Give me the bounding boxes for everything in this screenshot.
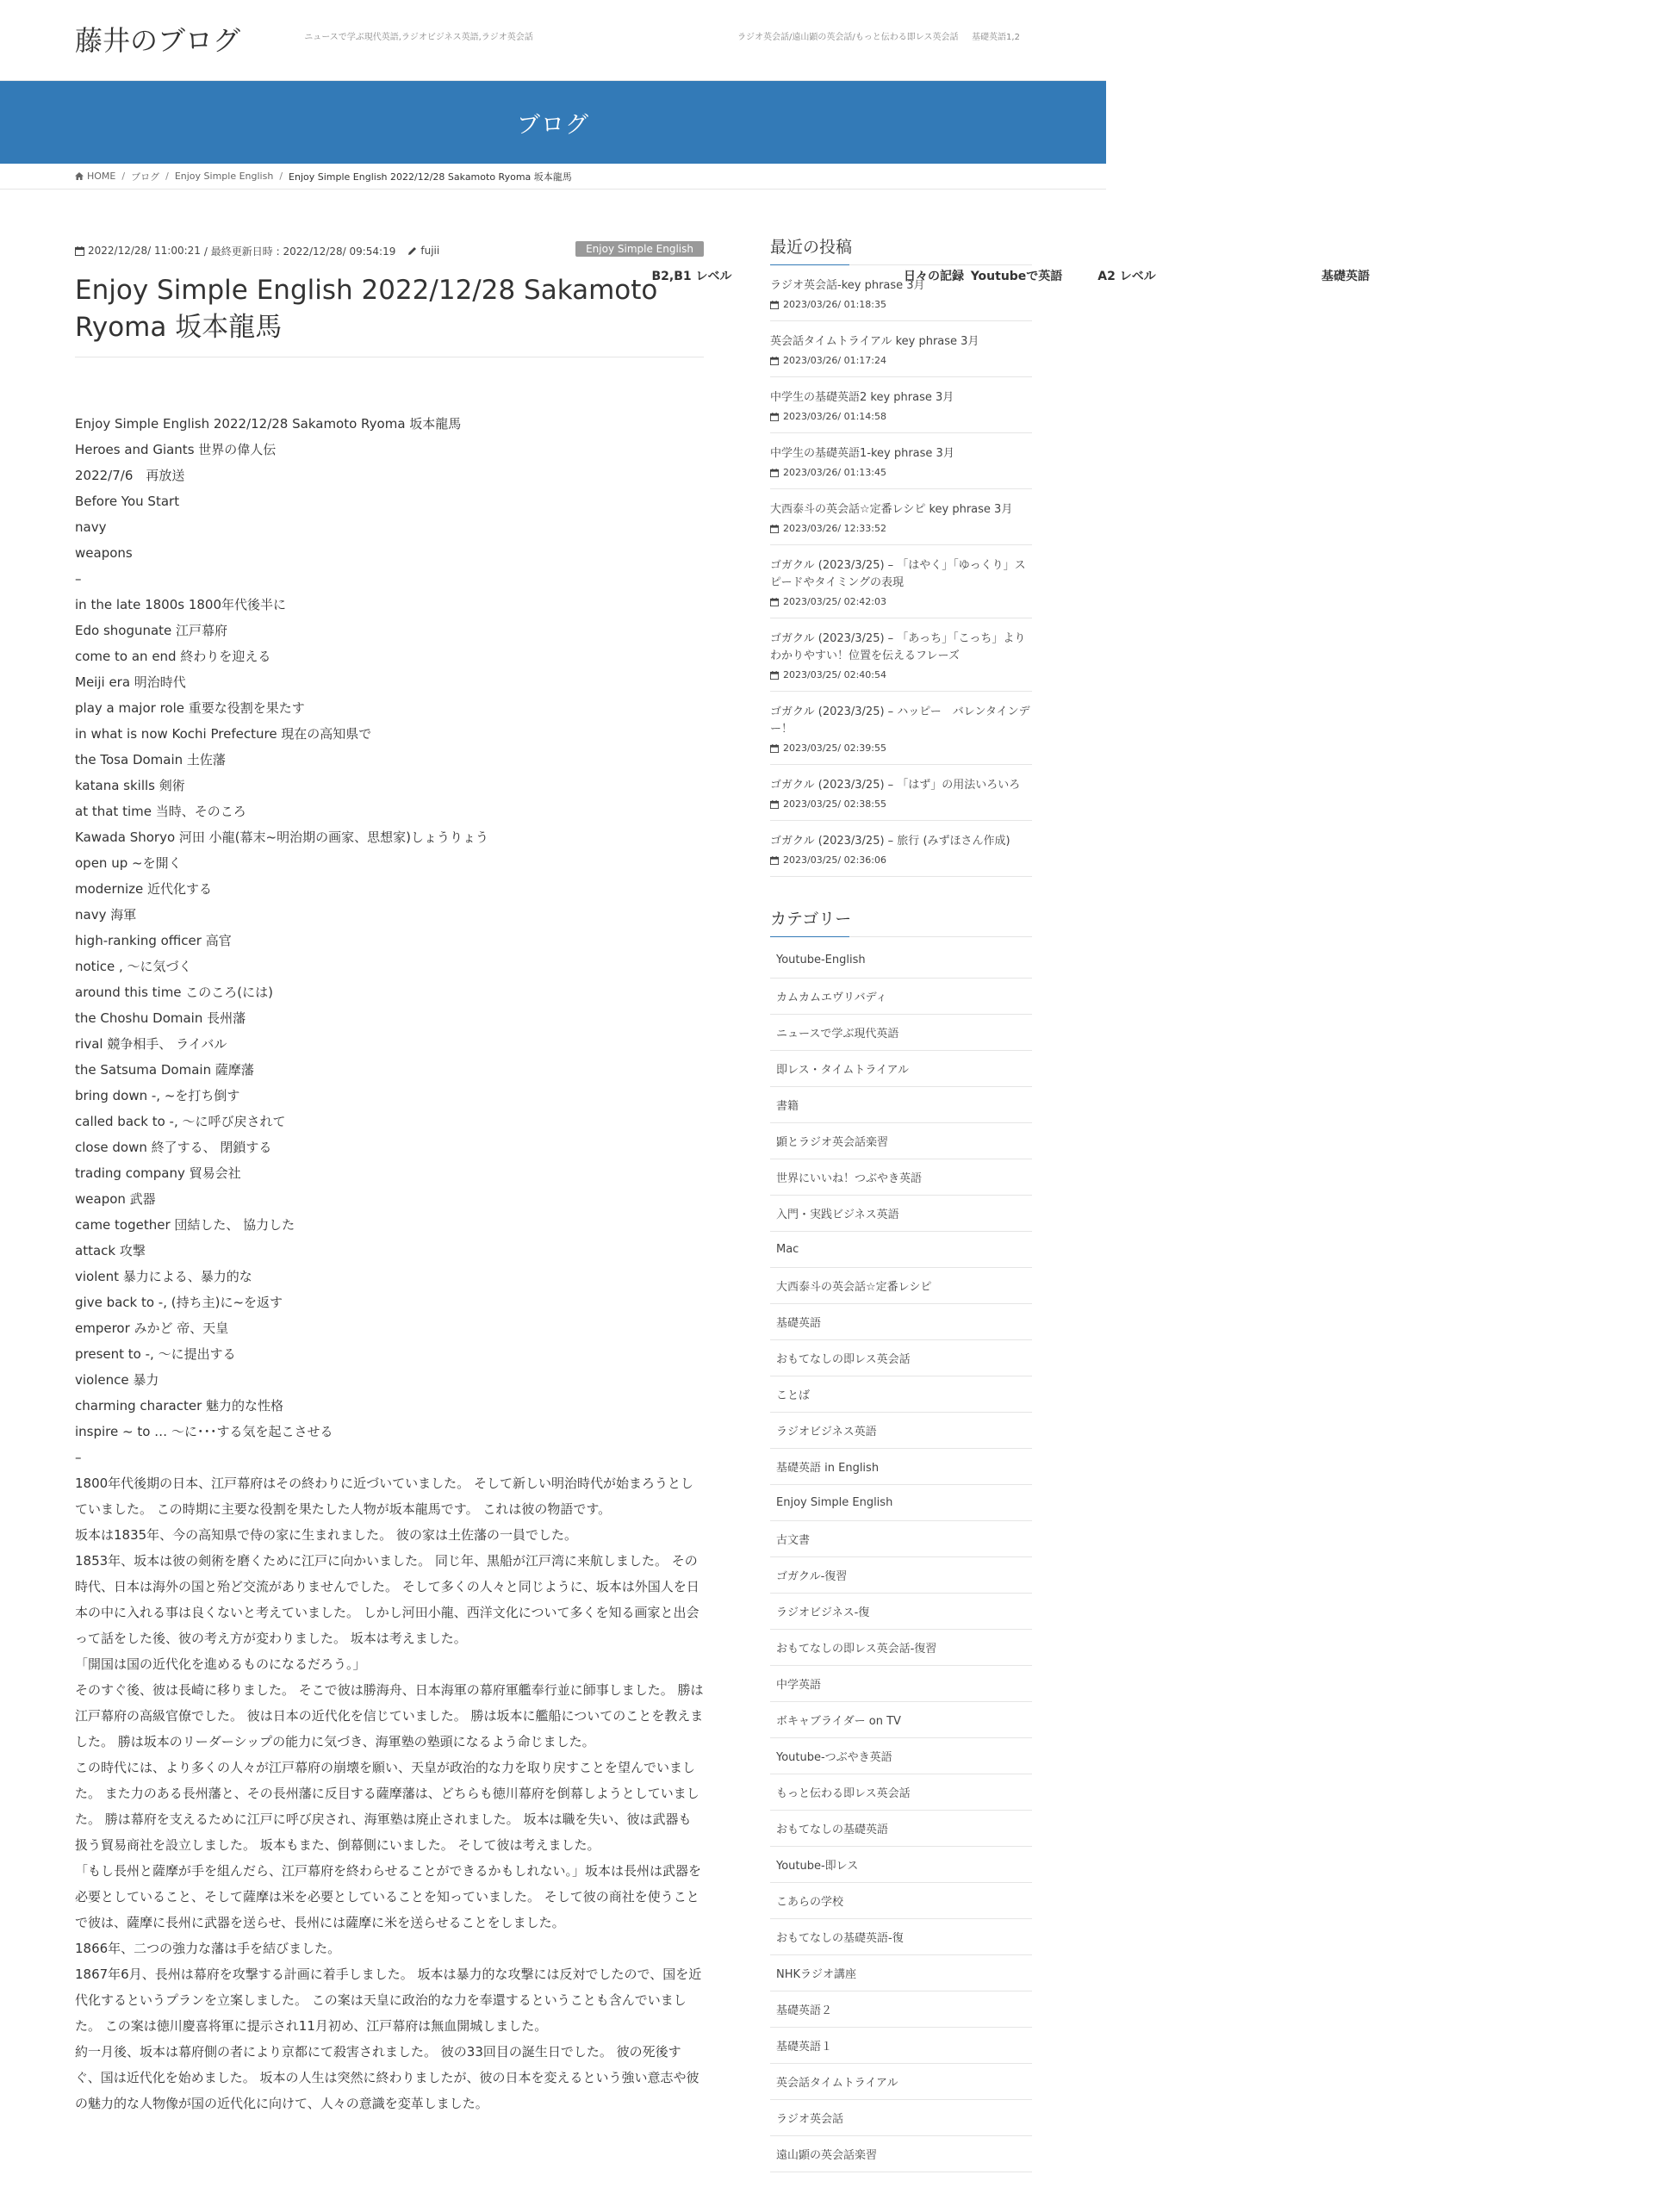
recent-post-title[interactable]: ゴガクル (2023/3/25) – 旅行 (みずほさん作成) (770, 835, 1010, 848)
post-paragraph: 1866年、二つの強力な藩は手を結びました。 (75, 1941, 341, 1956)
post-body-paragraphs (75, 1470, 704, 2116)
category-item[interactable]: 中学英語 (770, 1666, 1032, 1702)
calendar-icon (770, 800, 779, 809)
category-item[interactable]: 大西泰斗の英会話☆定番レシピ (770, 1268, 1032, 1304)
category-item[interactable]: 基礎英語２ (770, 1991, 1032, 2028)
recent-post-item[interactable] (770, 321, 1032, 377)
category-item[interactable]: 基礎英語 in English (770, 1449, 1032, 1485)
post-body-lines (75, 411, 704, 1470)
nav-label: 日々の記録 (904, 270, 964, 283)
category-item[interactable]: Youtube-即レス (770, 1847, 1032, 1883)
calendar-icon (770, 671, 779, 680)
recent-post-item[interactable] (770, 545, 1032, 618)
post-body-line: weapon 武器 (75, 1191, 156, 1207)
nav-sublabel: ニュースで学ぶ現代英語,ラジオビジネス英語,ラジオ英会話 (304, 33, 533, 42)
sidebar (770, 234, 1032, 2172)
nav-label: 基礎英語 (1321, 270, 1370, 283)
recent-posts-list (770, 265, 1032, 877)
post-body-line: come to an end 終わりを迎える (75, 649, 271, 664)
post-body-line: give back to -, (持ち主)に~を返す (75, 1295, 283, 1310)
recent-post-title[interactable]: ゴガクル (2023/3/25) – 「あっち」「こっち」よりわかりやすい！位置を伝えるフレーズ (770, 632, 1026, 662)
recent-post-date: 2023/03/25/ 02:36:06 (783, 854, 887, 866)
post-body-line: navy 海軍 (75, 907, 137, 923)
category-item[interactable]: NHKラジオ講座 (770, 1955, 1032, 1991)
post-body-line: charming character 魅力的な性格 (75, 1398, 284, 1414)
post-body-line: trading company 貿易会社 (75, 1165, 241, 1181)
post-body-line: Heroes and Giants 世界の偉人伝 (75, 442, 277, 457)
post-updated-date: / 最終更新日時 : 2022/12/28/ 09:54:19 (203, 245, 396, 258)
post-body-line: notice , ～に気づく (75, 959, 192, 974)
breadcrumb-current: Enjoy Simple English 2022/12/28 Sakamoto Ryoma 坂本龍馬 (289, 171, 572, 183)
nav-sublabel: 基礎英語1,2 (972, 33, 1020, 42)
category-item[interactable]: ラジオビジネス-復 (770, 1594, 1032, 1630)
category-badge[interactable]: Enjoy Simple English (575, 241, 704, 257)
category-item[interactable]: 英会話タイムトライアル (770, 2064, 1032, 2100)
category-item[interactable]: おもてなしの基礎英語 (770, 1811, 1032, 1847)
recent-post-meta (770, 854, 1032, 866)
calendar-icon (770, 469, 779, 477)
post-body-line: violent 暴力による、暴力的な (75, 1269, 252, 1284)
recent-post-item[interactable] (770, 489, 1032, 545)
recent-post-meta (770, 596, 1032, 607)
post-body-line: came together 団結した、 協力した (75, 1217, 295, 1233)
recent-posts-heading: 最近の投稿 (770, 234, 1032, 265)
post-body-line: present to -, ～に提出する (75, 1346, 236, 1362)
recent-post-title[interactable]: ゴガクル (2023/3/25) – 「はず」の用法いろいろ (770, 779, 1021, 792)
recent-post-date: 2023/03/25/ 02:40:54 (783, 669, 887, 680)
recent-post-title[interactable]: 中学生の基礎英語1-key phrase 3月 (770, 447, 954, 460)
recent-post-item[interactable] (770, 377, 1032, 433)
recent-post-meta (770, 523, 1032, 534)
post-body-line: Before You Start (75, 494, 180, 509)
nav-label: B2,B1 レベル (651, 270, 732, 283)
post-body-line: play a major role 重要な役割を果たす (75, 700, 305, 716)
post-body-line: Edo shogunate 江戸幕府 (75, 623, 228, 638)
breadcrumb-home[interactable]: HOME (87, 171, 116, 182)
post-author[interactable]: fujii (420, 245, 440, 257)
recent-post-date: 2023/03/26/ 01:17:24 (783, 355, 887, 366)
category-item[interactable]: Mac (770, 1232, 1032, 1268)
recent-post-item[interactable] (770, 821, 1032, 877)
breadcrumb-separator: / (165, 171, 169, 182)
calendar-icon (770, 357, 779, 365)
post-body-line: violence 暴力 (75, 1372, 159, 1388)
post-body-line: rival 競争相手、 ライバル (75, 1036, 227, 1052)
category-item[interactable]: おもてなしの即レス英会話-復習 (770, 1630, 1032, 1666)
recent-post-meta (770, 299, 1032, 310)
recent-post-title[interactable]: 中学生の基礎英語2 key phrase 3月 (770, 391, 954, 404)
recent-post-item[interactable] (770, 765, 1032, 821)
category-item[interactable]: カムカムエヴリバディ (770, 979, 1032, 1015)
recent-post-title[interactable]: 大西泰斗の英会話☆定番レシピ key phrase 3月 (770, 503, 1013, 516)
post-meta (75, 241, 704, 260)
post-body-line: Meiji era 明治時代 (75, 674, 186, 690)
recent-post-date: 2023/03/25/ 02:42:03 (783, 596, 887, 607)
category-item[interactable]: もっと伝わる即レス英会話 (770, 1774, 1032, 1811)
recent-post-item[interactable] (770, 692, 1032, 765)
post-body-line: in what is now Kochi Prefecture 現在の高知県で (75, 726, 372, 742)
recent-post-date: 2023/03/25/ 02:39:55 (783, 743, 887, 754)
recent-post-meta (770, 669, 1032, 680)
recent-post-date: 2023/03/26/ 12:33:52 (783, 523, 887, 534)
breadcrumb (0, 164, 1106, 190)
post-paragraph: 1867年6月、長州は幕府を攻撃する計画に着手しました。 坂本は暴力的な攻撃には反対でしたので、国を近代化するというプランを立案しました。 この案は天皇に政治的な力を奉還するということも含んでいました。 この案は徳川慶喜将軍に提示され11月初め、江戸幕府は無血開城しました。 (75, 1967, 702, 2034)
calendar-icon (770, 413, 779, 421)
post-body-line: attack 攻撃 (75, 1243, 146, 1258)
category-item[interactable]: ラジオビジネス英語 (770, 1413, 1032, 1449)
category-item[interactable]: 世界にいいね！つぶやき英語 (770, 1159, 1032, 1196)
post-body-line: close down 終了する、 閉鎖する (75, 1140, 272, 1155)
calendar-icon (75, 246, 84, 256)
post-paragraph: 「開国は国の近代化を進めるものになるだろう。」 (75, 1656, 366, 1672)
category-item[interactable]: 入門・実践ビジネス英語 (770, 1196, 1032, 1232)
recent-post-meta (770, 743, 1032, 754)
category-item[interactable]: ニュースで学ぶ現代英語 (770, 1015, 1032, 1051)
category-item[interactable]: ことば (770, 1376, 1032, 1413)
post-body-line: – (75, 571, 82, 587)
nav-label: Youtubeで英語 (970, 270, 1063, 283)
category-item[interactable]: Youtube-English (770, 942, 1032, 979)
recent-post-item[interactable] (770, 265, 1032, 321)
category-item[interactable]: おもてなしの基礎英語-復 (770, 1919, 1032, 1955)
nav-label: A2 レベル (1097, 270, 1156, 283)
post-body-line: 2022/7/6 再放送 (75, 468, 185, 483)
post-body-line: the Satsuma Domain 薩摩藩 (75, 1062, 254, 1078)
category-item[interactable]: 基礎英語１ (770, 2028, 1032, 2064)
breadcrumb-blog[interactable]: ブログ (131, 171, 160, 183)
calendar-icon (770, 525, 779, 533)
calendar-icon (770, 856, 779, 865)
calendar-icon (770, 744, 779, 753)
post-body-line: called back to -, ～に呼び戻されて (75, 1114, 286, 1129)
category-item[interactable]: 書籍 (770, 1087, 1032, 1123)
post-body-line: inspire ~ to … ～に･･･する気を起こさせる (75, 1424, 333, 1439)
category-item[interactable]: 顕とラジオ英会話楽習 (770, 1123, 1032, 1159)
post-paragraph: この時代には、より多くの人々が江戸幕府の崩壊を願い、天皇が政治的な力を取り戻すことを望んでいました。 また力のある長州藩と、その長州藩に反目する薩摩藩は、どちらも徳川幕府を倒幕しようとしていました。 勝は幕府を支えるために江戸に呼び戻され、海軍塾は廃止されました。 坂本は職を失い、彼は武器も扱う貿易商社を設立しました。 坂本もまた、倒幕側にいました。 そして彼は考えました。 (75, 1760, 699, 1853)
site-title[interactable]: 藤井のブログ (75, 24, 241, 57)
calendar-icon (770, 301, 779, 309)
post-body-line: katana skills 剣術 (75, 778, 185, 793)
pencil-icon (407, 246, 417, 256)
page-header-title: ブログ (517, 111, 589, 139)
home-icon (75, 172, 84, 180)
post-paragraph: そのすぐ後、彼は長崎に移りました。 そこで彼は勝海舟、日本海軍の幕府軍艦奉行並に師事しました。 勝は江戸幕府の高級官僚でした。 彼は日本の近代化を信じていました。 勝は坂本に艦船についてのことを教えました。 勝は坂本のリーダーシップの能力に気づき、海軍塾の塾頭になるよう命じました。 (75, 1682, 704, 1749)
main-content (75, 241, 704, 2116)
post-paragraph: 1853年、坂本は彼の剣術を磨くために江戸に向かいました。 同じ年、黒船が江戸湾に来航しました。 その時代、日本は海外の国と殆ど交流がありませんでした。 そして多くの人々と同じように、坂本は外国人を日本の中に入れる事は良くないと考えていました。 しかし河田小龍、西洋文化について多くを知る画家と出会って話をした後、彼の考え方が変わりました。 坂本は考えました。 (75, 1553, 699, 1646)
category-item[interactable]: ゴガクル-復習 (770, 1557, 1032, 1594)
recent-post-meta (770, 355, 1032, 366)
recent-post-meta (770, 798, 1032, 810)
recent-post-date: 2023/03/26/ 01:14:58 (783, 411, 887, 422)
post-body-line: the Tosa Domain 土佐藩 (75, 752, 226, 767)
post-body-line: Enjoy Simple English 2022/12/28 Sakamoto Ryoma 坂本龍馬 (75, 416, 462, 432)
recent-post-date: 2023/03/26/ 01:18:35 (783, 299, 887, 310)
post-body-line: emperor みかど 帝、天皇 (75, 1320, 229, 1336)
post-body-line: high-ranking officer 高官 (75, 933, 232, 948)
post-body-line: weapons (75, 545, 133, 561)
category-item[interactable]: おもてなしの即レス英会話 (770, 1340, 1032, 1376)
nav-sublabel: ラジオ英会話/遠山顕の英会話/もっと伝わる即レス英会話 (737, 33, 959, 42)
post-body-line: open up ~を開く (75, 855, 182, 871)
category-item[interactable]: ボキャブライダー on TV (770, 1702, 1032, 1738)
recent-post-meta (770, 467, 1032, 478)
post-body-line: modernize 近代化する (75, 881, 212, 897)
recent-post-title[interactable]: 英会話タイムトライアル key phrase 3月 (770, 335, 979, 348)
recent-post-title[interactable]: ゴガクル (2023/3/25) – 「はやく」「ゆっくり」スピードやタイミングの表現 (770, 559, 1026, 589)
post-body-line: bring down -, ~を打ち倒す (75, 1088, 240, 1103)
category-item[interactable]: 基礎英語 (770, 1304, 1032, 1340)
category-item[interactable]: ラジオ英会話 (770, 2100, 1032, 2136)
recent-post-item[interactable] (770, 618, 1032, 692)
post-body-line: – (75, 1450, 82, 1465)
post-body-line: at that time 当時、そのころ (75, 804, 246, 819)
post-body-line: around this time このころ(には) (75, 985, 274, 1000)
category-item[interactable]: 古文書 (770, 1521, 1032, 1557)
category-item[interactable]: Youtube-つぶやき英語 (770, 1738, 1032, 1774)
categories-heading: カテゴリー (770, 906, 1032, 937)
post-paragraph: 「もし長州と薩摩が手を組んだら、江戸幕府を終わらせることができるかもしれない。」坂本は長州は武器を必要としていること、そして薩摩は米を必要としていることを知っていました。 そして彼の商社を使うことで彼は、薩摩に長州に武器を送らせ、長州には薩摩に米を送らせることをしました。 (75, 1863, 702, 1930)
post-body-line: navy (75, 519, 107, 535)
post-title: Enjoy Simple English 2022/12/28 Sakamoto Ryoma 坂本龍馬 (75, 272, 704, 357)
post-published-date: 2022/12/28/ 11:00:21 (88, 245, 201, 257)
page-header (0, 81, 1106, 164)
post-body-line: the Choshu Domain 長州藩 (75, 1010, 246, 1026)
categories-list (770, 942, 1032, 2172)
breadcrumb-category[interactable]: Enjoy Simple English (174, 171, 274, 182)
category-item[interactable]: こあらの学校 (770, 1883, 1032, 1919)
recent-post-title[interactable]: ゴガクル (2023/3/25) – ハッピー バレンタインデー！ (770, 705, 1030, 736)
post-paragraph: 坂本は1835年、今の高知県で侍の家に生まれました。 彼の家は土佐藩の一員でした。 (75, 1527, 577, 1543)
recent-post-item[interactable] (770, 433, 1032, 489)
post-paragraph: 1800年代後期の日本、江戸幕府はその終わりに近づいていました。 そして新しい明治時代が始まろうとしていました。 この時期に主要な役割を果たした人物が坂本龍馬です。 これは彼の物語です。 (75, 1476, 693, 1517)
breadcrumb-separator: / (121, 171, 126, 182)
post-paragraph: 約一月後、坂本は幕府側の者により京都にて殺害されました。 彼の33回目の誕生日でした。 彼の死後すぐ、国は近代化を始めました。 坂本の人生は突然に終わりましたが、彼の日本を変えるという強い意志や彼の魅力的な人物像が国の近代化に向けて、人々の意識を変革しました。 (75, 2044, 699, 2111)
recent-post-date: 2023/03/26/ 01:13:45 (783, 467, 887, 478)
category-item[interactable]: Enjoy Simple English (770, 1485, 1032, 1521)
post-body-line: Kawada Shoryo 河田 小龍(幕末~明治期の画家、思想家)しょうりょう (75, 830, 488, 845)
recent-post-meta (770, 411, 1032, 422)
recent-post-title[interactable]: ラジオ英会話-key phrase 3月 (770, 279, 925, 292)
calendar-icon (770, 598, 779, 606)
recent-post-date: 2023/03/25/ 02:38:55 (783, 798, 887, 810)
post-body-line: in the late 1800s 1800年代後半に (75, 597, 286, 612)
category-item[interactable]: 即レス・タイムトライアル (770, 1051, 1032, 1087)
breadcrumb-separator: / (279, 171, 283, 182)
category-item[interactable]: 遠山顕の英会話楽習 (770, 2136, 1032, 2172)
